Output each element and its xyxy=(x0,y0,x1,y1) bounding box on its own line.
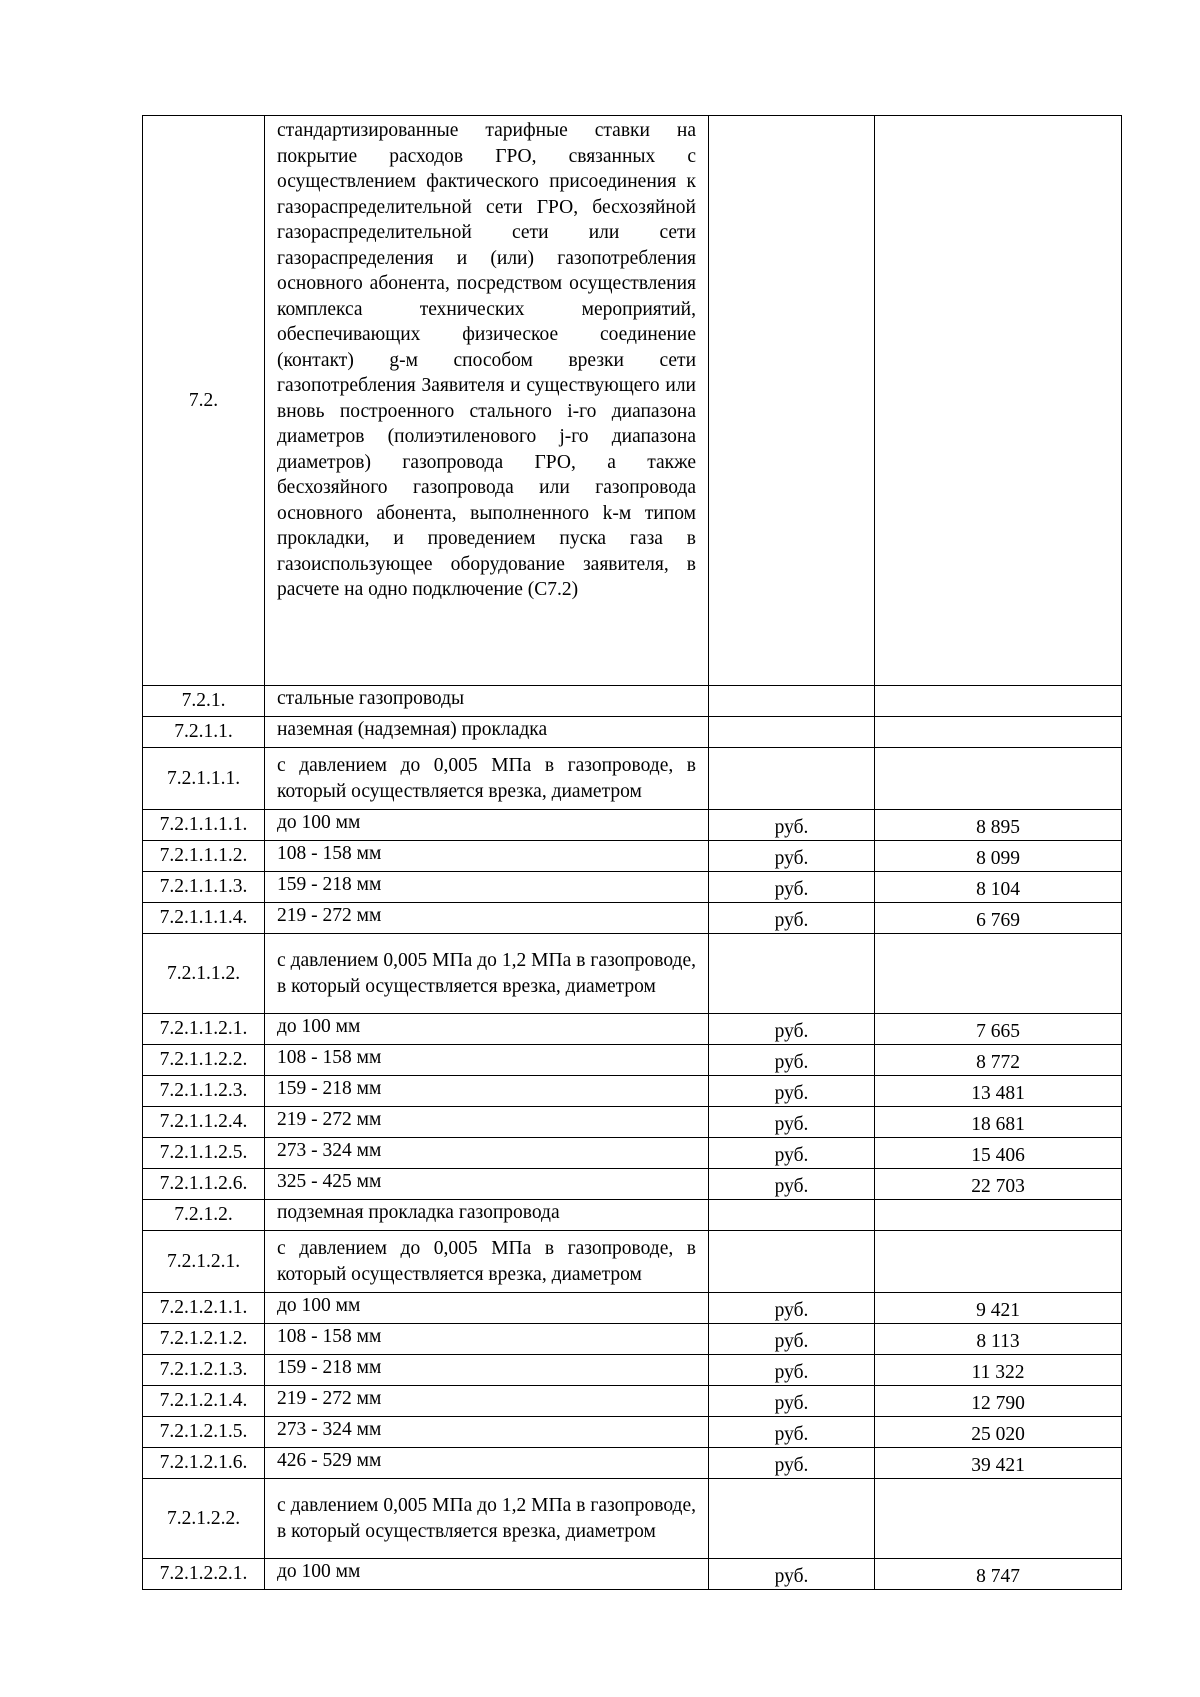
table-row xyxy=(143,1293,1122,1324)
row-number: 7.2.1.1.1.1. xyxy=(143,810,265,841)
row-number: 7.2.1.1.1. xyxy=(143,748,265,810)
table-row xyxy=(143,841,1122,872)
table-row xyxy=(143,1200,1122,1231)
row-description: с давлением 0,005 МПа до 1,2 МПа в газопроводе, в который осуществляется врезка, диаметром xyxy=(265,934,709,1014)
table-row xyxy=(143,1324,1122,1355)
table-row xyxy=(143,903,1122,934)
row-unit: руб. xyxy=(709,1107,875,1138)
row-number: 7.2.1.1.1.3. xyxy=(143,872,265,903)
row-value: 8 747 xyxy=(875,1559,1122,1590)
row-unit: руб. xyxy=(709,1169,875,1200)
row-unit: руб. xyxy=(709,1293,875,1324)
row-value: 8 772 xyxy=(875,1045,1122,1076)
row-unit: руб. xyxy=(709,841,875,872)
row-description: до 100 мм xyxy=(265,1014,709,1045)
table-row xyxy=(143,686,1122,717)
row-description: 273 - 324 мм xyxy=(265,1417,709,1448)
row-description: 219 - 272 мм xyxy=(265,1386,709,1417)
row-value: 8 113 xyxy=(875,1324,1122,1355)
row-value xyxy=(875,116,1122,686)
row-description: подземная прокладка газопровода xyxy=(265,1200,709,1231)
row-number: 7.2.1.1.2. xyxy=(143,934,265,1014)
row-unit: руб. xyxy=(709,1045,875,1076)
row-value: 39 421 xyxy=(875,1448,1122,1479)
row-number: 7.2.1.2.1.6. xyxy=(143,1448,265,1479)
row-value xyxy=(875,686,1122,717)
table-row xyxy=(143,1169,1122,1200)
row-description: 273 - 324 мм xyxy=(265,1138,709,1169)
row-unit xyxy=(709,1200,875,1231)
row-description: с давлением 0,005 МПа до 1,2 МПа в газопроводе, в который осуществляется врезка, диаметром xyxy=(265,1479,709,1559)
row-unit: руб. xyxy=(709,1559,875,1590)
table-row xyxy=(143,872,1122,903)
row-value xyxy=(875,934,1122,1014)
table-row xyxy=(143,717,1122,748)
row-number: 7.2.1.2.1. xyxy=(143,1231,265,1293)
row-value xyxy=(875,1200,1122,1231)
row-description: 159 - 218 мм xyxy=(265,1076,709,1107)
row-number: 7.2.1.2.1.2. xyxy=(143,1324,265,1355)
row-number: 7.2.1.1.2.2. xyxy=(143,1045,265,1076)
row-description: стандартизированные тарифные ставки на покрытие расходов ГРО, связанных с осуществлением фактического присоединения к газораспределительной сети ГРО, бесхозяйной газораспределительной сети или сети газораспределения и (или) газопотребления основного абонента, посредством осуществления комплекса технических мероприятий, обеспечивающих физическое соединение (контакт) g-м способом врезки сети газопотребления Заявителя и существующего или вновь построенного стального i-го диапазона диаметров (полиэтиленового j-го диапазона диаметров) газопровода ГРО, а также бесхозяйного газопровода или газопровода основного абонента, выполненного k-м типом прокладки, и проведением пуска газа в газоиспользующее оборудование заявителя, в расчете на одно подключение (С7.2) xyxy=(265,116,709,686)
row-description: 108 - 158 мм xyxy=(265,841,709,872)
row-description: 426 - 529 мм xyxy=(265,1448,709,1479)
row-number: 7.2.1.1.2.3. xyxy=(143,1076,265,1107)
row-number: 7.2.1.1.2.1. xyxy=(143,1014,265,1045)
table-row xyxy=(143,1417,1122,1448)
row-description: стальные газопроводы xyxy=(265,686,709,717)
table-row xyxy=(143,1479,1122,1559)
row-unit: руб. xyxy=(709,1417,875,1448)
row-unit: руб. xyxy=(709,1076,875,1107)
row-description: 219 - 272 мм xyxy=(265,1107,709,1138)
row-unit xyxy=(709,116,875,686)
row-value: 25 020 xyxy=(875,1417,1122,1448)
row-unit: руб. xyxy=(709,1386,875,1417)
table-row xyxy=(143,1107,1122,1138)
row-description: до 100 мм xyxy=(265,1293,709,1324)
row-unit: руб. xyxy=(709,810,875,841)
row-unit xyxy=(709,748,875,810)
row-number: 7.2.1.1. xyxy=(143,717,265,748)
row-unit: руб. xyxy=(709,1138,875,1169)
table-row xyxy=(143,1559,1122,1590)
row-unit: руб. xyxy=(709,1355,875,1386)
tariff-table xyxy=(142,115,1122,1590)
table-row xyxy=(143,748,1122,810)
table-row xyxy=(143,1014,1122,1045)
row-description: 325 - 425 мм xyxy=(265,1169,709,1200)
row-description: 219 - 272 мм xyxy=(265,903,709,934)
row-unit: руб. xyxy=(709,903,875,934)
row-value xyxy=(875,717,1122,748)
table-row xyxy=(143,1355,1122,1386)
table-row xyxy=(143,1386,1122,1417)
row-value: 9 421 xyxy=(875,1293,1122,1324)
row-description: 159 - 218 мм xyxy=(265,1355,709,1386)
row-value: 15 406 xyxy=(875,1138,1122,1169)
row-unit: руб. xyxy=(709,872,875,903)
row-number: 7.2.1.2.1.5. xyxy=(143,1417,265,1448)
table-row xyxy=(143,1231,1122,1293)
row-value xyxy=(875,1479,1122,1559)
row-number: 7.2.1.1.1.2. xyxy=(143,841,265,872)
row-unit xyxy=(709,686,875,717)
row-description: с давлением до 0,005 МПа в газопроводе, в который осуществляется врезка, диаметром xyxy=(265,748,709,810)
row-description: 159 - 218 мм xyxy=(265,872,709,903)
row-value: 8 099 xyxy=(875,841,1122,872)
row-value: 7 665 xyxy=(875,1014,1122,1045)
table-row xyxy=(143,1045,1122,1076)
row-number: 7.2.1.2. xyxy=(143,1200,265,1231)
table-row xyxy=(143,1138,1122,1169)
table-row xyxy=(143,810,1122,841)
row-value: 22 703 xyxy=(875,1169,1122,1200)
row-number: 7.2.1.2.2.1. xyxy=(143,1559,265,1590)
row-unit xyxy=(709,1231,875,1293)
row-value: 6 769 xyxy=(875,903,1122,934)
row-unit: руб. xyxy=(709,1324,875,1355)
row-number: 7.2.1.2.2. xyxy=(143,1479,265,1559)
row-value xyxy=(875,748,1122,810)
row-number: 7.2. xyxy=(143,116,265,686)
row-value xyxy=(875,1231,1122,1293)
row-value: 18 681 xyxy=(875,1107,1122,1138)
row-description: с давлением до 0,005 МПа в газопроводе, в который осуществляется врезка, диаметром xyxy=(265,1231,709,1293)
row-unit xyxy=(709,717,875,748)
row-unit: руб. xyxy=(709,1014,875,1045)
row-value: 13 481 xyxy=(875,1076,1122,1107)
row-value: 8 895 xyxy=(875,810,1122,841)
table-row xyxy=(143,116,1122,686)
table-row xyxy=(143,1076,1122,1107)
row-value: 12 790 xyxy=(875,1386,1122,1417)
row-number: 7.2.1.1.1.4. xyxy=(143,903,265,934)
row-number: 7.2.1.2.1.4. xyxy=(143,1386,265,1417)
row-value: 11 322 xyxy=(875,1355,1122,1386)
table-row xyxy=(143,934,1122,1014)
row-number: 7.2.1.1.2.4. xyxy=(143,1107,265,1138)
row-description: 108 - 158 мм xyxy=(265,1045,709,1076)
row-number: 7.2.1.2.1.1. xyxy=(143,1293,265,1324)
row-number: 7.2.1.2.1.3. xyxy=(143,1355,265,1386)
row-description: до 100 мм xyxy=(265,810,709,841)
table-row xyxy=(143,1448,1122,1479)
row-number: 7.2.1.1.2.6. xyxy=(143,1169,265,1200)
row-number: 7.2.1.1.2.5. xyxy=(143,1138,265,1169)
row-description: 108 - 158 мм xyxy=(265,1324,709,1355)
row-unit xyxy=(709,934,875,1014)
row-description: до 100 мм xyxy=(265,1559,709,1590)
row-value: 8 104 xyxy=(875,872,1122,903)
row-unit: руб. xyxy=(709,1448,875,1479)
row-number: 7.2.1. xyxy=(143,686,265,717)
row-unit xyxy=(709,1479,875,1559)
row-description: наземная (надземная) прокладка xyxy=(265,717,709,748)
